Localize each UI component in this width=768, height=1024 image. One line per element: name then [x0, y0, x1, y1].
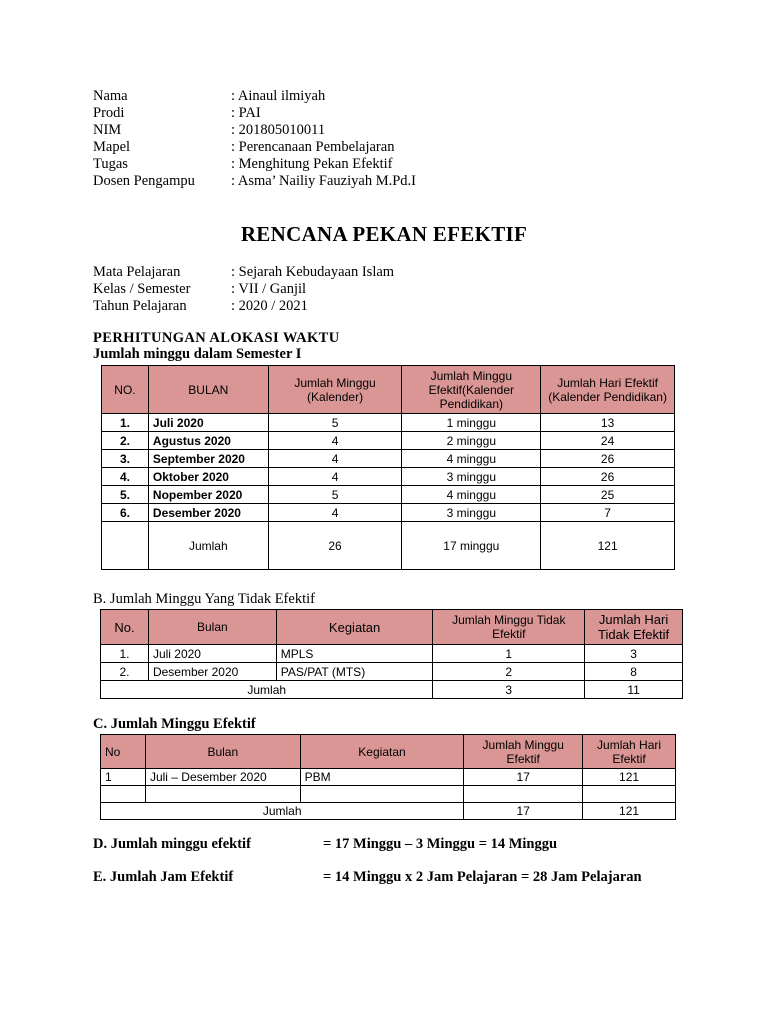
cell-total-label: Jumlah: [101, 681, 433, 699]
cell-month: Desember 2020: [148, 504, 268, 522]
table-total-row: [102, 522, 675, 570]
cell-total-weeks: 3: [433, 681, 585, 699]
identity-value: : Asma’ Nailiy Fauziyah M.Pd.I: [231, 173, 416, 189]
cell-calendar-weeks: 4: [268, 450, 402, 468]
cell-activity: MPLS: [276, 645, 433, 663]
cell-effective-weeks: 4 minggu: [402, 486, 541, 504]
section-a-subheading: Jumlah minggu dalam Semester I: [93, 346, 302, 362]
table-row: [102, 414, 675, 432]
cell-effective-days: 25: [541, 486, 675, 504]
cell-total-calendar-weeks: 26: [268, 522, 402, 570]
column-header: Jumlah Hari Efektif: [583, 735, 676, 769]
identity-label: Prodi: [93, 105, 125, 121]
column-header: No.: [101, 610, 149, 645]
cell-no: 4.: [102, 468, 149, 486]
cell-calendar-weeks: 5: [268, 486, 402, 504]
cell-total-weeks: 17: [464, 803, 583, 820]
cell-no: [101, 786, 146, 803]
identity-label: Mapel: [93, 139, 131, 155]
table-row: [102, 468, 675, 486]
cell-effective-weeks: 2 minggu: [402, 432, 541, 450]
cell-month: Juli 2020: [148, 414, 268, 432]
table-row: [101, 645, 683, 663]
identity-value: : 201805010011: [231, 122, 326, 138]
cell-days: [583, 786, 676, 803]
subject-row-tahun: [93, 298, 308, 315]
identity-row-nim: [93, 122, 325, 139]
table-calendar-weeks: [101, 365, 675, 570]
cell-total-effective-days: 121: [541, 522, 675, 570]
cell-total-days: 121: [583, 803, 676, 820]
table-total-row: [101, 803, 676, 820]
identity-label: Dosen Pengampu: [93, 173, 195, 189]
summary-d-label: D. Jumlah minggu efektif: [93, 836, 251, 852]
cell-calendar-weeks: 4: [268, 432, 402, 450]
subject-label: Kelas / Semester: [93, 281, 191, 297]
table-row: [102, 486, 675, 504]
column-header: Kegiatan: [276, 610, 433, 645]
table-row: [102, 450, 675, 468]
summary-e-value: = 14 Minggu x 2 Jam Pelajaran = 28 Jam Pelajaran: [323, 869, 642, 885]
cell-calendar-weeks: 4: [268, 468, 402, 486]
subject-value: : VII / Ganjil: [231, 281, 307, 297]
column-header: Jumlah Minggu Efektif: [464, 735, 583, 769]
cell-no: 5.: [102, 486, 149, 504]
cell-no: 3.: [102, 450, 149, 468]
cell-days: 3: [585, 645, 683, 663]
cell-weeks: 2: [433, 663, 585, 681]
subject-value: : 2020 / 2021: [231, 298, 308, 314]
identity-label: NIM: [93, 122, 122, 138]
cell-effective-weeks: 4 minggu: [402, 450, 541, 468]
cell-effective-days: 7: [541, 504, 675, 522]
section-a-heading: PERHITUNGAN ALOKASI WAKTU: [93, 330, 340, 346]
cell-activity: PAS/PAT (MTS): [276, 663, 433, 681]
cell-calendar-weeks: 5: [268, 414, 402, 432]
table-effective-weeks: [100, 734, 676, 820]
identity-label: Tugas: [93, 156, 128, 172]
column-header: NO.: [102, 366, 149, 414]
section-c-heading: C. Jumlah Minggu Efektif: [93, 716, 256, 732]
column-header: No: [101, 735, 146, 769]
table-row: [101, 786, 676, 803]
subject-value: : Sejarah Kebudayaan Islam: [231, 264, 395, 280]
cell-total-label: Jumlah: [101, 803, 464, 820]
cell-no: 1: [101, 769, 146, 786]
cell-effective-weeks: 1 minggu: [402, 414, 541, 432]
cell-days: 8: [585, 663, 683, 681]
identity-row-tugas: [93, 156, 392, 173]
cell-total-label: Jumlah: [148, 522, 268, 570]
cell-weeks: 17: [464, 769, 583, 786]
cell-month: September 2020: [148, 450, 268, 468]
cell-effective-days: 26: [541, 450, 675, 468]
cell-weeks: [464, 786, 583, 803]
subject-label: Tahun Pelajaran: [93, 298, 187, 314]
cell-no: 6.: [102, 504, 149, 522]
identity-row-prodi: [93, 105, 261, 122]
cell-month: Agustus 2020: [148, 432, 268, 450]
cell-period: [145, 786, 300, 803]
cell-no: 2.: [102, 432, 149, 450]
subject-label: Mata Pelajaran: [93, 264, 181, 280]
identity-value: : PAI: [231, 105, 261, 121]
column-header: BULAN: [148, 366, 268, 414]
column-header: Kegiatan: [300, 735, 464, 769]
cell-effective-weeks: 3 minggu: [402, 468, 541, 486]
cell-calendar-weeks: 4: [268, 504, 402, 522]
column-header: Jumlah Minggu Efektif(Kalender Pendidikan): [402, 366, 541, 414]
subject-row-mapel: [93, 264, 394, 281]
table-non-effective-weeks: [100, 609, 683, 699]
table-header-row: [101, 735, 676, 769]
cell-no: 2.: [101, 663, 149, 681]
table-header-row: [101, 610, 683, 645]
document-title: RENCANA PEKAN EFEKTIF: [240, 222, 528, 246]
cell-month: Oktober 2020: [148, 468, 268, 486]
identity-value: : Ainaul ilmiyah: [231, 88, 326, 104]
table-row: [101, 663, 683, 681]
identity-label: Nama: [93, 88, 128, 104]
identity-row-mapel: [93, 139, 394, 156]
cell-month: Desember 2020: [148, 663, 276, 681]
cell-weeks: 1: [433, 645, 585, 663]
table-row: [101, 769, 676, 786]
identity-row-dosen: [93, 173, 416, 190]
identity-value: : Perencanaan Pembelajaran: [231, 139, 395, 155]
column-header: Jumlah Hari Efektif (Kalender Pendidikan): [541, 366, 675, 414]
column-header: Bulan: [145, 735, 300, 769]
cell-effective-days: 13: [541, 414, 675, 432]
cell-activity: PBM: [300, 769, 464, 786]
cell-activity: [300, 786, 464, 803]
column-header: Bulan: [148, 610, 276, 645]
cell-month: Nopember 2020: [148, 486, 268, 504]
summary-d: [93, 836, 557, 853]
identity-row-nama: [93, 88, 325, 105]
table-row: [102, 504, 675, 522]
summary-d-value: = 17 Minggu – 3 Minggu = 14 Minggu: [323, 836, 558, 852]
cell-effective-days: 24: [541, 432, 675, 450]
column-header: Jumlah Minggu (Kalender): [268, 366, 402, 414]
section-b-heading: B. Jumlah Minggu Yang Tidak Efektif: [93, 591, 315, 607]
table-row: [102, 432, 675, 450]
cell-days: 121: [583, 769, 676, 786]
summary-e: [93, 869, 642, 886]
table-header-row: [102, 366, 675, 414]
summary-e-label: E. Jumlah Jam Efektif: [93, 869, 234, 885]
subject-row-kelas: [93, 281, 306, 298]
cell-total-days: 11: [585, 681, 683, 699]
identity-value: : Menghitung Pekan Efektif: [231, 156, 393, 172]
column-header: Jumlah Minggu Tidak Efektif: [433, 610, 585, 645]
cell-effective-days: 26: [541, 468, 675, 486]
cell-empty: [102, 522, 149, 570]
cell-month: Juli 2020: [148, 645, 276, 663]
cell-total-effective-weeks: 17 minggu: [402, 522, 541, 570]
column-header: Jumlah Hari Tidak Efektif: [585, 610, 683, 645]
cell-effective-weeks: 3 minggu: [402, 504, 541, 522]
table-total-row: [101, 681, 683, 699]
cell-no: 1.: [101, 645, 149, 663]
cell-no: 1.: [102, 414, 149, 432]
cell-period: Juli – Desember 2020: [145, 769, 300, 786]
